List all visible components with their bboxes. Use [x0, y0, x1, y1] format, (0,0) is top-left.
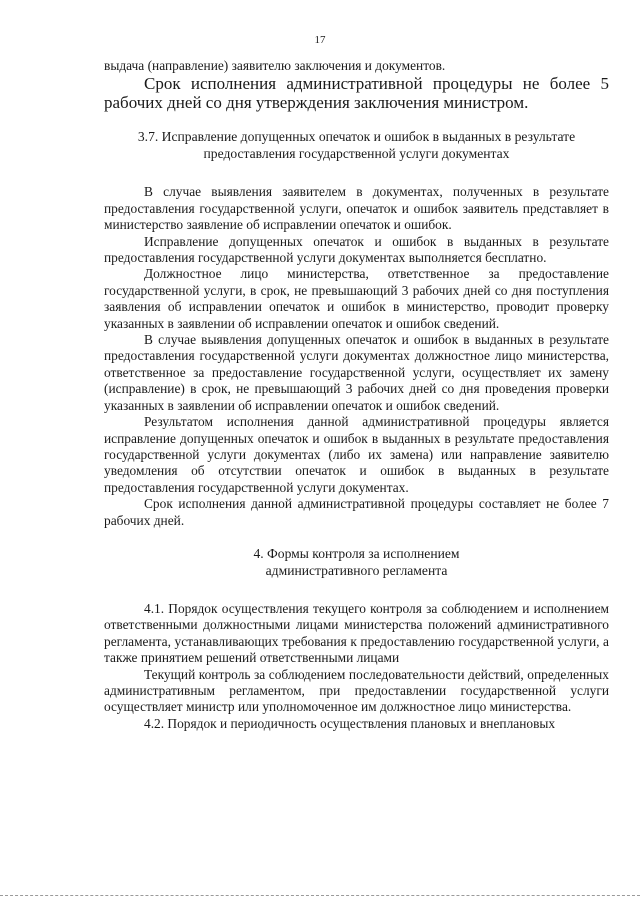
section-4-heading-line2: административного регламента: [265, 562, 448, 578]
section-4-heading-line1: 4. Формы контроля за исполнением: [253, 545, 460, 561]
section-3-7-paragraph: Результатом исполнения данной административной процедуры является исправление допущенных опечаток и ошибок в выданных в результате предоставления государственной услуги документах (либо их замена) или направление заявителю уведомления об отсутствии опечаток и ошибок в выданных в результате предоставления государственной услуги документах.: [104, 414, 609, 495]
section-4-paragraph: Текущий контроль за соблюдением последовательности действий, определенных административным регламентом, при предоставлении государственной услуги осуществляет министр или уполномоченное им должностное лицо министерства.: [104, 666, 609, 715]
section-3-7-paragraph: В случае выявления заявителем в документах, полученных в результате предоставления государственной услуги, опечаток и ошибок заявитель представляет в министерство заявление об исправлении опечаток и ошибок.: [104, 184, 609, 233]
section-3-7-paragraph: Исправление допущенных опечаток и ошибок в выданных в результате предоставления государственной услуги документах выполняется бесплатно.: [104, 233, 609, 266]
section-3-7-paragraph: Срок исполнения данной административной процедуры составляет не более 7 рабочих дней.: [104, 496, 609, 528]
section-3-7-paragraph: В случае выявления допущенных опечаток и ошибок в выданных в результате предоставления государственной услуги документах должностное лицо министерства, ответственное за предоставление государственной услуги, осуществляет их замену (исправление) в срок, не превышающий 3 рабочих дней со дня проведения проверки указанных в заявлении об исправлении опечаток и ошибок сведений.: [104, 332, 609, 413]
section-4-paragraph: 4.1. Порядок осуществления текущего контроля за соблюдением и исполнением ответственными должностными лицами министерства положений административного регламента, устанавливающих требования к предоставлению государственной услуги, а также принятием решений ответственными лицами: [104, 600, 609, 666]
page-number: 17: [314, 34, 326, 46]
bottom-divider: [0, 895, 640, 897]
section-4-heading: [104, 545, 609, 579]
section-3-7-paragraph: Должностное лицо министерства, ответственное за предоставление государственной услуги, в срок, не превышающий 3 рабочих дней со дня поступления заявления об исправлении опечаток и ошибок в министерство, проводит проверку указанных в заявлении об исправлении опечаток и ошибок сведений.: [104, 266, 609, 331]
page-body: [104, 58, 609, 732]
intro-line: выдача (направление) заявителю заключения и документов.: [104, 58, 446, 73]
intro-deadline: Срок исполнения административной процедуры не более 5 рабочих дней со дня утверждения заключения министром.: [104, 74, 609, 113]
section-3-7-heading: 3.7. Исправление допущенных опечаток и ошибок в выданных в результате предоставления государственной услуги документах: [137, 129, 576, 162]
section-4-paragraph: 4.2. Порядок и периодичность осуществления плановых и внеплановых: [144, 715, 556, 731]
